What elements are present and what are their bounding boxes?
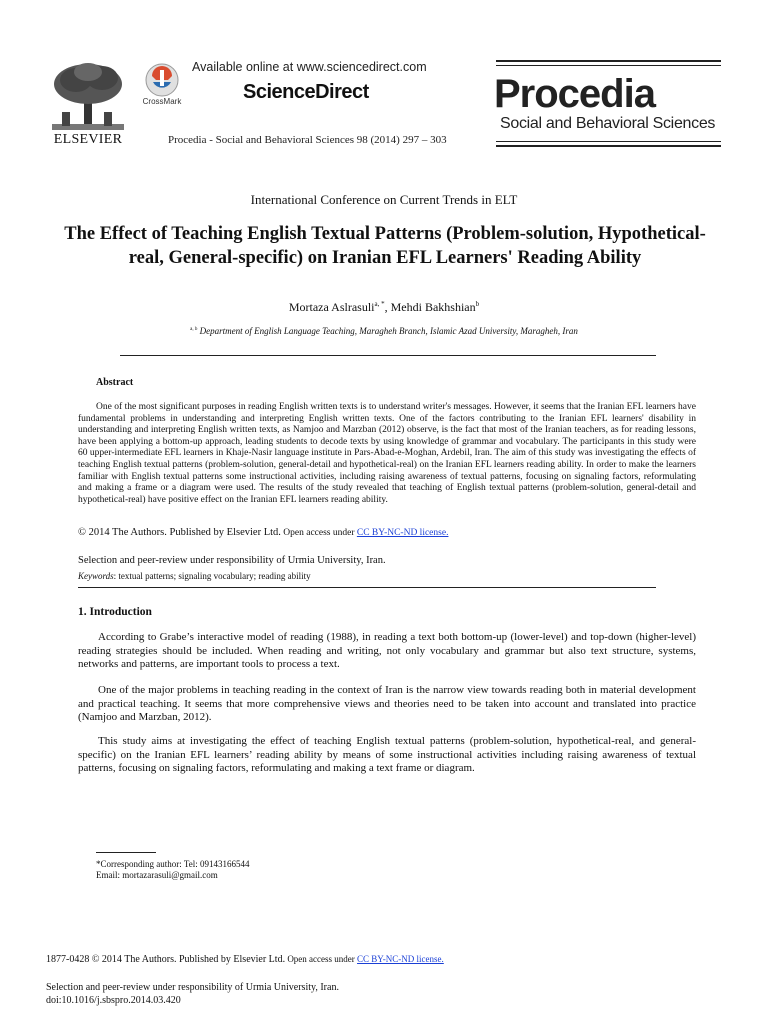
issn-copyright: 1877-0428 © 2014 The Authors. Published by Elsevier Ltd.: [46, 954, 286, 965]
author-email[interactable]: Email: mortazarasuli@gmail.com: [96, 870, 218, 880]
body-paragraph: One of the major problems in teaching reading in the context of Iran is the narrow view towards reading both in material development and practical teaching. It seems that more comprehensive views and theories need to be taken into account and translated into practice (Namjoo and Marzban, 2012).: [78, 684, 696, 723]
keywords-label: Keywords: [78, 571, 114, 581]
open-access-text: Open access under: [285, 954, 358, 964]
keywords-text: : textual patterns; signaling vocabulary; reading ability: [113, 571, 311, 581]
copyright-line: [78, 527, 448, 538]
available-online-text[interactable]: Available online at www.sciencedirect.com: [192, 60, 427, 74]
author-name[interactable]: Mehdi Bakhshian: [390, 300, 476, 314]
author-separator: ,: [384, 300, 391, 314]
header-rule: [496, 141, 721, 142]
abstract-body: One of the most significant purposes in reading English written texts is to understand writer's messages. However, it seems that the Iranian EFL learners have fundamental problems in understanding and interpreting English written texts. One of the factors contributing to the Iranian EFL learners' disability in understanding and interpreting English written texts, as Namjoo and Marzban (2012) observe, is the fact that most of the Iranian teachers, as for reading lessons, have been applying a bottom-up approach, leading students to decode texts by using knowledge of grammar and vocabulary. The participants in this study were 60 upper-intermediate EFL learners in Khaje-Nasir language institute in Pars-Abad-e-Moghan, Ardebil, Iran. The aim of this study was investigating the effects of teaching English textual patterns (problem-solution, general-detail and hypothetical-real) on the Iranian EFL learners reading ability. In order to make the learners familiar with English textual patterns some instructional activities, including raising awareness of textual patterns, focusing on signaling factors, reformulating and making a frame or a diagram were used. The results of the study revealed that teaching of English textual patterns (problem-solution, general-detail and hypothetical-real) have positive effect on the Iranian EFL learners reading ability.: [78, 402, 696, 505]
footnote-rule: [96, 852, 156, 853]
corresponding-author: *Corresponding author: Tel: 09143166544: [96, 859, 250, 869]
peer-review-footer: Selection and peer-review under responsibility of Urmia University, Iran.: [46, 982, 339, 993]
conference-name: International Conference on Current Trends in ELT: [250, 192, 518, 207]
affiliation-text: Department of English Language Teaching, Maragheh Branch, Islamic Azad University, Maragheh, Iran: [197, 326, 578, 336]
abstract-heading: Abstract: [96, 377, 134, 388]
section-heading: 1. Introduction: [78, 606, 152, 618]
author-marks: a, *: [374, 300, 385, 308]
paper-title: The Effect of Teaching English Textual Patterns (Problem-solution, Hypothetical-real, General-specific) on Iranian EFL Learners' Reading Ability: [64, 224, 706, 268]
affiliation-marks: a, b: [190, 327, 198, 332]
doi-text[interactable]: doi:10.1016/j.sbspro.2014.03.420: [46, 995, 181, 1006]
divider: [78, 587, 656, 588]
body-paragraph: According to Grabe’s interactive model of reading (1988), in reading a text both bottom-up (lower-level) and top-down (higher-level) reading strategies should be included. When reading and writing, not only vocabulary and grammar but also text structure, systems, networks and patterns, are important tools to process a text.: [78, 631, 696, 670]
open-access-text: Open access under: [280, 528, 357, 538]
author-name[interactable]: Mortaza Aslrasuli: [288, 300, 375, 314]
sciencedirect-logo: ScienceDirect: [243, 81, 369, 103]
header-rule: [496, 65, 721, 66]
license-link[interactable]: CC BY-NC-ND license.: [357, 954, 444, 964]
procedia-subtitle: Social and Behavioral Sciences: [500, 115, 716, 132]
procedia-title: Procedia: [494, 72, 655, 116]
license-link[interactable]: CC BY-NC-ND license.: [356, 528, 449, 538]
body-paragraph: This study aims at investigating the effect of teaching English textual patterns (problem-solution, hypothetical-real, and general-specific) on the Iranian EFL learners’ reading ability by means of some instructional activities including raising awareness of textual patterns, focusing on signaling factors, reformulating and making a text frame or diagram.: [78, 735, 696, 774]
header-rule: [496, 60, 721, 62]
affiliation: [0, 326, 768, 336]
divider: [120, 355, 656, 356]
issn-line: [46, 954, 444, 965]
keywords-line: [78, 571, 311, 581]
journal-citation: Procedia - Social and Behavioral Sciences 98 (2014) 297 – 303: [168, 134, 447, 146]
publisher-name: ELSEVIER: [53, 132, 123, 147]
author-list: [0, 300, 768, 315]
peer-review-text: Selection and peer-review under responsibility of Urmia University, Iran.: [78, 555, 386, 566]
author-marks: b: [475, 300, 480, 308]
crossmark-label: CrossMark: [142, 97, 182, 106]
header-rule: [496, 145, 721, 147]
copyright-text: © 2014 The Authors. Published by Elsevier Ltd.: [78, 527, 281, 538]
